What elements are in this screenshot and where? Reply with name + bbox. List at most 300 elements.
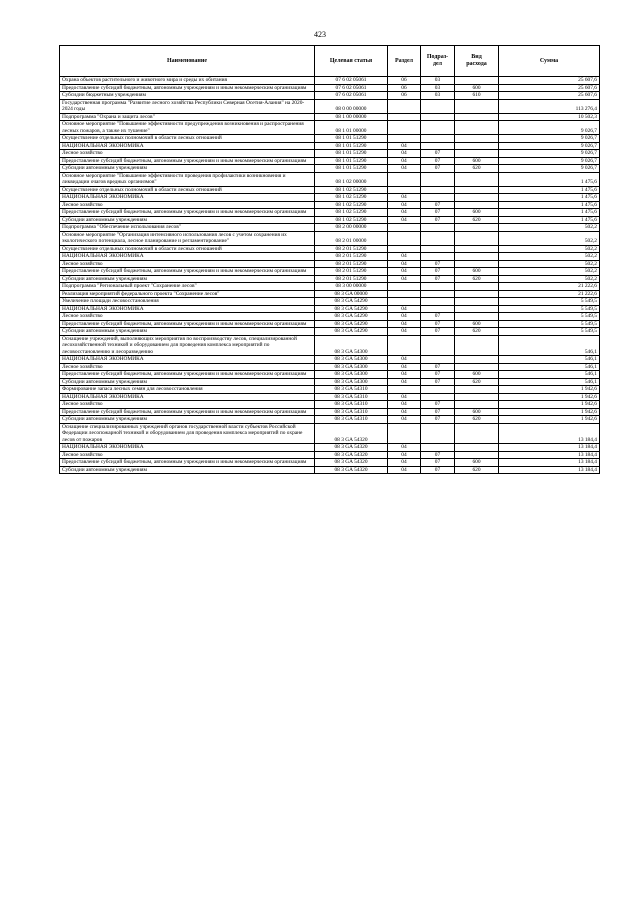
row-subsection <box>421 113 455 121</box>
header-sum: Сумма <box>499 46 600 77</box>
row-target-article: 08 1 02 00000 <box>315 172 388 186</box>
row-sum: 5 549,5 <box>499 298 600 306</box>
table-row <box>60 113 600 121</box>
row-sum: 5 549,5 <box>499 305 600 313</box>
row-name: НАЦИОНАЛЬНАЯ ЭКОНОМИКА <box>60 356 315 364</box>
row-sum: 502,2 <box>499 245 600 253</box>
row-section: 04 <box>388 378 421 386</box>
row-section <box>388 290 421 298</box>
row-section <box>388 135 421 143</box>
row-section: 04 <box>388 371 421 379</box>
row-subsection: 07 <box>421 313 455 321</box>
row-subsection: 03 <box>421 84 455 92</box>
row-name: Оснащение специализированных учреждений органов государственной власти субъектов Российской Федерации лесопожарной техникой и оборудованием для проведения комплекса мероприятий по охране лесов от пожаров <box>60 423 315 444</box>
table-row <box>60 92 600 100</box>
row-subsection <box>421 305 455 313</box>
row-subsection <box>421 444 455 452</box>
row-name: Государственная программа "Развитие лесного хозяйства Республики Северная Осетия-Алания" на 2020-2024 годы <box>60 99 315 113</box>
row-subsection: 07 <box>421 363 455 371</box>
row-target-article: 08 0 00 00000 <box>315 99 388 113</box>
row-name: Лесное хозяйство <box>60 363 315 371</box>
row-name: Подпрограмма "Обеспечение использования лесов" <box>60 224 315 232</box>
row-section: 04 <box>388 150 421 158</box>
row-subsection <box>421 245 455 253</box>
row-expense-type <box>455 393 499 401</box>
row-sum: 113 276,4 <box>499 99 600 113</box>
row-expense-type <box>455 253 499 261</box>
row-target-article: 08 3 GA 54310 <box>315 386 388 394</box>
table-row <box>60 157 600 165</box>
row-name: Оснащение учреждений, выполняющих мероприятия по воспроизводству лесов, специализированной лесохозяйственной техникой и оборудованием для проведения комплекса мероприятий по лесовосстановлению и лесоразведению <box>60 335 315 356</box>
row-expense-type <box>455 283 499 291</box>
row-subsection <box>421 99 455 113</box>
row-sum: 1 475,6 <box>499 194 600 202</box>
row-expense-type <box>455 201 499 209</box>
row-expense-type: 620 <box>455 275 499 283</box>
row-section: 04 <box>388 320 421 328</box>
row-name: Лесное хозяйство <box>60 201 315 209</box>
row-sum: 9 026,7 <box>499 150 600 158</box>
table-row <box>60 313 600 321</box>
row-target-article: 08 1 01 51290 <box>315 142 388 150</box>
row-target-article: 08 3 GA 54310 <box>315 408 388 416</box>
row-name: Субсидии автономным учреждениям <box>60 416 315 424</box>
row-expense-type <box>455 231 499 245</box>
row-subsection <box>421 135 455 143</box>
row-section: 06 <box>388 77 421 85</box>
row-name: Увеличение площади лесовосстановления <box>60 298 315 306</box>
row-expense-type: 620 <box>455 378 499 386</box>
row-section: 04 <box>388 416 421 424</box>
row-name: Лесное хозяйство <box>60 401 315 409</box>
row-expense-type <box>455 401 499 409</box>
row-subsection: 07 <box>421 401 455 409</box>
row-expense-type <box>455 335 499 356</box>
row-sum: 1 475,6 <box>499 209 600 217</box>
row-target-article: 08 3 GA 54320 <box>315 451 388 459</box>
table-row <box>60 194 600 202</box>
row-section <box>388 121 421 135</box>
row-subsection <box>421 290 455 298</box>
row-target-article: 07 6 02 05061 <box>315 92 388 100</box>
table-row <box>60 298 600 306</box>
row-sum: 13 184,4 <box>499 423 600 444</box>
row-subsection: 07 <box>421 408 455 416</box>
row-expense-type <box>455 298 499 306</box>
row-name: Осуществление отдельных полномочий в области лесных отношений <box>60 245 315 253</box>
row-subsection: 07 <box>421 466 455 474</box>
row-subsection: 07 <box>421 165 455 173</box>
row-expense-type: 600 <box>455 459 499 467</box>
row-target-article: 08 3 00 00000 <box>315 283 388 291</box>
row-section <box>388 186 421 194</box>
row-expense-type: 600 <box>455 84 499 92</box>
row-target-article: 07 6 02 05061 <box>315 84 388 92</box>
row-expense-type: 600 <box>455 209 499 217</box>
row-section: 04 <box>388 275 421 283</box>
row-subsection <box>421 335 455 356</box>
row-sum: 21 222,6 <box>499 283 600 291</box>
row-subsection: 07 <box>421 320 455 328</box>
row-section: 04 <box>388 142 421 150</box>
row-expense-type <box>455 290 499 298</box>
row-section: 04 <box>388 356 421 364</box>
row-sum: 502,2 <box>499 260 600 268</box>
row-expense-type: 620 <box>455 216 499 224</box>
table-row <box>60 401 600 409</box>
row-expense-type <box>455 186 499 194</box>
row-subsection: 07 <box>421 275 455 283</box>
row-expense-type <box>455 260 499 268</box>
row-name: Лесное хозяйство <box>60 313 315 321</box>
row-target-article: 08 3 GA 54290 <box>315 305 388 313</box>
row-sum: 9 026,7 <box>499 142 600 150</box>
row-sum: 1 475,6 <box>499 216 600 224</box>
row-subsection: 07 <box>421 371 455 379</box>
row-subsection: 07 <box>421 209 455 217</box>
table-header <box>60 46 600 77</box>
row-sum: 25 607,6 <box>499 84 600 92</box>
row-sum: 9 026,7 <box>499 157 600 165</box>
row-subsection: 07 <box>421 268 455 276</box>
row-sum: 10 502,3 <box>499 113 600 121</box>
row-name: НАЦИОНАЛЬНАЯ ЭКОНОМИКА <box>60 305 315 313</box>
row-target-article: 08 1 02 51290 <box>315 186 388 194</box>
row-expense-type <box>455 194 499 202</box>
row-section <box>388 113 421 121</box>
row-section: 04 <box>388 201 421 209</box>
row-sum: 502,2 <box>499 253 600 261</box>
row-name: Субсидии автономным учреждениям <box>60 216 315 224</box>
row-section <box>388 245 421 253</box>
row-name: Предоставление субсидий бюджетным, автономным учреждениям и иным некоммерческим организациям <box>60 268 315 276</box>
row-sum: 21 222,6 <box>499 290 600 298</box>
row-target-article: 08 3 GA 54300 <box>315 378 388 386</box>
row-target-article: 08 1 02 51290 <box>315 216 388 224</box>
row-sum: 9 026,7 <box>499 165 600 173</box>
row-target-article: 08 3 GA 54300 <box>315 335 388 356</box>
row-section: 04 <box>388 157 421 165</box>
row-sum: 1 942,6 <box>499 401 600 409</box>
row-subsection: 03 <box>421 77 455 85</box>
table-row <box>60 320 600 328</box>
row-subsection <box>421 186 455 194</box>
table-row <box>60 121 600 135</box>
row-expense-type <box>455 135 499 143</box>
budget-table <box>59 45 600 474</box>
row-name: Предоставление субсидий бюджетным, автономным учреждениям и иным некоммерческим организациям <box>60 157 315 165</box>
row-expense-type <box>455 451 499 459</box>
row-expense-type <box>455 142 499 150</box>
row-sum: 546,1 <box>499 371 600 379</box>
row-expense-type: 600 <box>455 268 499 276</box>
row-subsection <box>421 172 455 186</box>
row-expense-type: 620 <box>455 165 499 173</box>
row-name: Предоставление субсидий бюджетным, автономным учреждениям и иным некоммерческим организациям <box>60 459 315 467</box>
row-subsection: 07 <box>421 260 455 268</box>
row-name: Реализация мероприятий федерального проекта "Сохранение лесов" <box>60 290 315 298</box>
row-name: Лесное хозяйство <box>60 451 315 459</box>
row-section <box>388 99 421 113</box>
row-target-article: 08 2 01 51290 <box>315 253 388 261</box>
row-name: Субсидии автономным учреждениям <box>60 328 315 336</box>
row-target-article: 08 2 01 51290 <box>315 260 388 268</box>
row-expense-type: 620 <box>455 416 499 424</box>
row-section: 04 <box>388 253 421 261</box>
table-row <box>60 386 600 394</box>
row-target-article: 08 3 GA 54320 <box>315 444 388 452</box>
row-sum: 5 549,5 <box>499 328 600 336</box>
row-target-article: 08 2 00 00000 <box>315 224 388 232</box>
row-section: 04 <box>388 209 421 217</box>
row-name: Субсидии автономным учреждениям <box>60 466 315 474</box>
row-section <box>388 423 421 444</box>
row-subsection <box>421 393 455 401</box>
row-target-article: 08 3 GA 54320 <box>315 466 388 474</box>
row-section: 04 <box>388 194 421 202</box>
row-target-article: 08 3 GA 54320 <box>315 423 388 444</box>
row-section <box>388 224 421 232</box>
row-subsection <box>421 283 455 291</box>
row-section <box>388 386 421 394</box>
row-target-article: 08 1 01 51290 <box>315 165 388 173</box>
row-expense-type: 620 <box>455 466 499 474</box>
row-subsection: 03 <box>421 92 455 100</box>
row-section: 04 <box>388 268 421 276</box>
row-sum: 13 184,4 <box>499 444 600 452</box>
row-target-article: 07 6 02 05061 <box>315 77 388 85</box>
row-section <box>388 283 421 291</box>
row-expense-type <box>455 305 499 313</box>
table-row <box>60 459 600 467</box>
table-row <box>60 268 600 276</box>
row-expense-type <box>455 363 499 371</box>
table-row <box>60 209 600 217</box>
table-row <box>60 290 600 298</box>
table-row <box>60 135 600 143</box>
row-name: Основное мероприятие "Повышение эффективности проведения профилактики возникновения и ликвидации очагов вредных организмов" <box>60 172 315 186</box>
row-sum: 546,1 <box>499 335 600 356</box>
row-name: Субсидии автономным учреждениям <box>60 275 315 283</box>
row-target-article: 08 3 GA 54290 <box>315 298 388 306</box>
row-expense-type <box>455 113 499 121</box>
row-sum: 9 026,7 <box>499 135 600 143</box>
row-sum: 13 184,4 <box>499 451 600 459</box>
row-name: Подпрограмма "Охрана и защита лесов" <box>60 113 315 121</box>
row-section: 06 <box>388 84 421 92</box>
row-sum: 1 475,6 <box>499 186 600 194</box>
row-target-article: 08 3 GA 54310 <box>315 401 388 409</box>
row-sum: 25 607,6 <box>499 92 600 100</box>
row-name: Предоставление субсидий бюджетным, автономным учреждениям и иным некоммерческим организациям <box>60 371 315 379</box>
row-name: Подпрограмма "Региональный проект "Сохранение лесов" <box>60 283 315 291</box>
row-section <box>388 298 421 306</box>
table-row <box>60 328 600 336</box>
table-row <box>60 201 600 209</box>
row-name: Осуществление отдельных полномочий в области лесных отношений <box>60 135 315 143</box>
row-name: Предоставление субсидий бюджетным, автономным учреждениям и иным некоммерческим организациям <box>60 320 315 328</box>
row-sum: 9 026,7 <box>499 121 600 135</box>
header-target-article: Целевая статья <box>315 46 388 77</box>
table-row <box>60 393 600 401</box>
row-name: Охрана объектов растительного и животного мира и среды их обитания <box>60 77 315 85</box>
row-target-article: 08 3 GA 54290 <box>315 313 388 321</box>
row-sum: 13 184,4 <box>499 466 600 474</box>
row-sum: 25 607,6 <box>499 77 600 85</box>
row-target-article: 08 3 GA 54310 <box>315 393 388 401</box>
header-expense-type: Вид расхода <box>455 46 499 77</box>
row-section: 04 <box>388 444 421 452</box>
row-subsection <box>421 194 455 202</box>
table-row <box>60 99 600 113</box>
row-expense-type <box>455 356 499 364</box>
row-name: НАЦИОНАЛЬНАЯ ЭКОНОМИКА <box>60 444 315 452</box>
table-body <box>60 77 600 474</box>
row-target-article: 08 1 01 51290 <box>315 150 388 158</box>
row-sum: 546,1 <box>499 356 600 364</box>
row-section: 04 <box>388 216 421 224</box>
table-row <box>60 186 600 194</box>
table-row <box>60 245 600 253</box>
row-subsection: 07 <box>421 157 455 165</box>
table-row <box>60 275 600 283</box>
row-expense-type: 620 <box>455 328 499 336</box>
row-name: Предоставление субсидий бюджетным, автономным учреждениям и иным некоммерческим организациям <box>60 408 315 416</box>
table-row <box>60 224 600 232</box>
table-row <box>60 77 600 85</box>
row-target-article: 08 1 01 51290 <box>315 135 388 143</box>
row-section: 04 <box>388 451 421 459</box>
row-name: Субсидии автономным учреждениям <box>60 165 315 173</box>
row-expense-type: 600 <box>455 408 499 416</box>
table-row <box>60 451 600 459</box>
row-subsection <box>421 253 455 261</box>
row-name: Лесное хозяйство <box>60 260 315 268</box>
row-name: НАЦИОНАЛЬНАЯ ЭКОНОМИКА <box>60 253 315 261</box>
row-section: 04 <box>388 328 421 336</box>
row-section <box>388 172 421 186</box>
row-name: Осуществление отдельных полномочий в области лесных отношений <box>60 186 315 194</box>
header-subsection: Подраз- дел <box>421 46 455 77</box>
table-row <box>60 283 600 291</box>
row-sum: 5 549,5 <box>499 313 600 321</box>
row-name: Предоставление субсидий бюджетным, автономным учреждениям и иным некоммерческим организациям <box>60 84 315 92</box>
header-name: Наименование <box>60 46 315 77</box>
row-sum: 1 942,6 <box>499 393 600 401</box>
row-subsection: 07 <box>421 150 455 158</box>
row-expense-type: 600 <box>455 371 499 379</box>
row-target-article: 08 1 01 51290 <box>315 157 388 165</box>
row-section: 04 <box>388 165 421 173</box>
row-target-article: 08 2 01 00000 <box>315 231 388 245</box>
row-expense-type <box>455 77 499 85</box>
row-target-article: 08 3 GA 54310 <box>315 416 388 424</box>
table-row <box>60 335 600 356</box>
row-subsection <box>421 231 455 245</box>
row-target-article: 08 1 01 00000 <box>315 121 388 135</box>
row-subsection <box>421 224 455 232</box>
row-subsection: 07 <box>421 216 455 224</box>
page-number: 423 <box>314 30 326 39</box>
row-subsection <box>421 386 455 394</box>
row-sum: 1 942,6 <box>499 416 600 424</box>
row-target-article: 08 3 GA 54300 <box>315 363 388 371</box>
row-target-article: 08 2 01 51290 <box>315 275 388 283</box>
row-name: Предоставление субсидий бюджетным, автономным учреждениям и иным некоммерческим организациям <box>60 209 315 217</box>
row-expense-type <box>455 99 499 113</box>
row-subsection <box>421 423 455 444</box>
row-subsection <box>421 121 455 135</box>
row-expense-type: 610 <box>455 92 499 100</box>
table-row <box>60 231 600 245</box>
row-section <box>388 231 421 245</box>
row-target-article: 08 3 GA 00000 <box>315 290 388 298</box>
table-row <box>60 378 600 386</box>
row-section: 04 <box>388 305 421 313</box>
row-target-article: 08 3 GA 54290 <box>315 328 388 336</box>
header-section: Раздел <box>388 46 421 77</box>
row-subsection: 07 <box>421 378 455 386</box>
row-subsection: 07 <box>421 201 455 209</box>
row-target-article: 08 3 GA 54300 <box>315 371 388 379</box>
row-name: Основное мероприятие "Организация интенсивного использования лесов с учетом сохранения их экологического потенциала, лесное планирование и регламентирование" <box>60 231 315 245</box>
row-target-article: 08 3 GA 54320 <box>315 459 388 467</box>
table-row <box>60 444 600 452</box>
table-row <box>60 150 600 158</box>
row-subsection <box>421 142 455 150</box>
row-target-article: 08 3 GA 54300 <box>315 356 388 364</box>
row-target-article: 08 1 02 51290 <box>315 201 388 209</box>
row-name: Основное мероприятие "Повышение эффективности предупреждения возникновения и распространения лесных пожаров, а также их тушение" <box>60 121 315 135</box>
row-target-article: 08 1 02 51290 <box>315 194 388 202</box>
row-subsection: 07 <box>421 459 455 467</box>
table-row <box>60 466 600 474</box>
row-sum: 502,2 <box>499 231 600 245</box>
row-expense-type: 600 <box>455 157 499 165</box>
row-expense-type <box>455 444 499 452</box>
table-row <box>60 371 600 379</box>
row-expense-type <box>455 172 499 186</box>
table-row <box>60 172 600 186</box>
row-expense-type <box>455 224 499 232</box>
row-sum: 13 184,4 <box>499 459 600 467</box>
row-section: 04 <box>388 408 421 416</box>
row-section: 04 <box>388 313 421 321</box>
row-sum: 502,2 <box>499 224 600 232</box>
row-subsection <box>421 356 455 364</box>
row-sum: 5 549,5 <box>499 320 600 328</box>
row-section: 04 <box>388 393 421 401</box>
row-subsection: 07 <box>421 328 455 336</box>
row-name: НАЦИОНАЛЬНАЯ ЭКОНОМИКА <box>60 393 315 401</box>
row-name: НАЦИОНАЛЬНАЯ ЭКОНОМИКА <box>60 142 315 150</box>
row-target-article: 08 1 00 00000 <box>315 113 388 121</box>
table-row <box>60 165 600 173</box>
row-name: Субсидии бюджетным учреждениям <box>60 92 315 100</box>
row-sum: 502,2 <box>499 275 600 283</box>
row-section: 06 <box>388 92 421 100</box>
row-target-article: 08 3 GA 54290 <box>315 320 388 328</box>
table-row <box>60 142 600 150</box>
row-expense-type: 600 <box>455 320 499 328</box>
row-sum: 502,2 <box>499 268 600 276</box>
row-name: Формирование запаса лесных семян для лесовосстановления <box>60 386 315 394</box>
row-subsection <box>421 298 455 306</box>
row-name: Лесное хозяйство <box>60 150 315 158</box>
row-expense-type <box>455 150 499 158</box>
table-row <box>60 408 600 416</box>
row-sum: 546,1 <box>499 363 600 371</box>
